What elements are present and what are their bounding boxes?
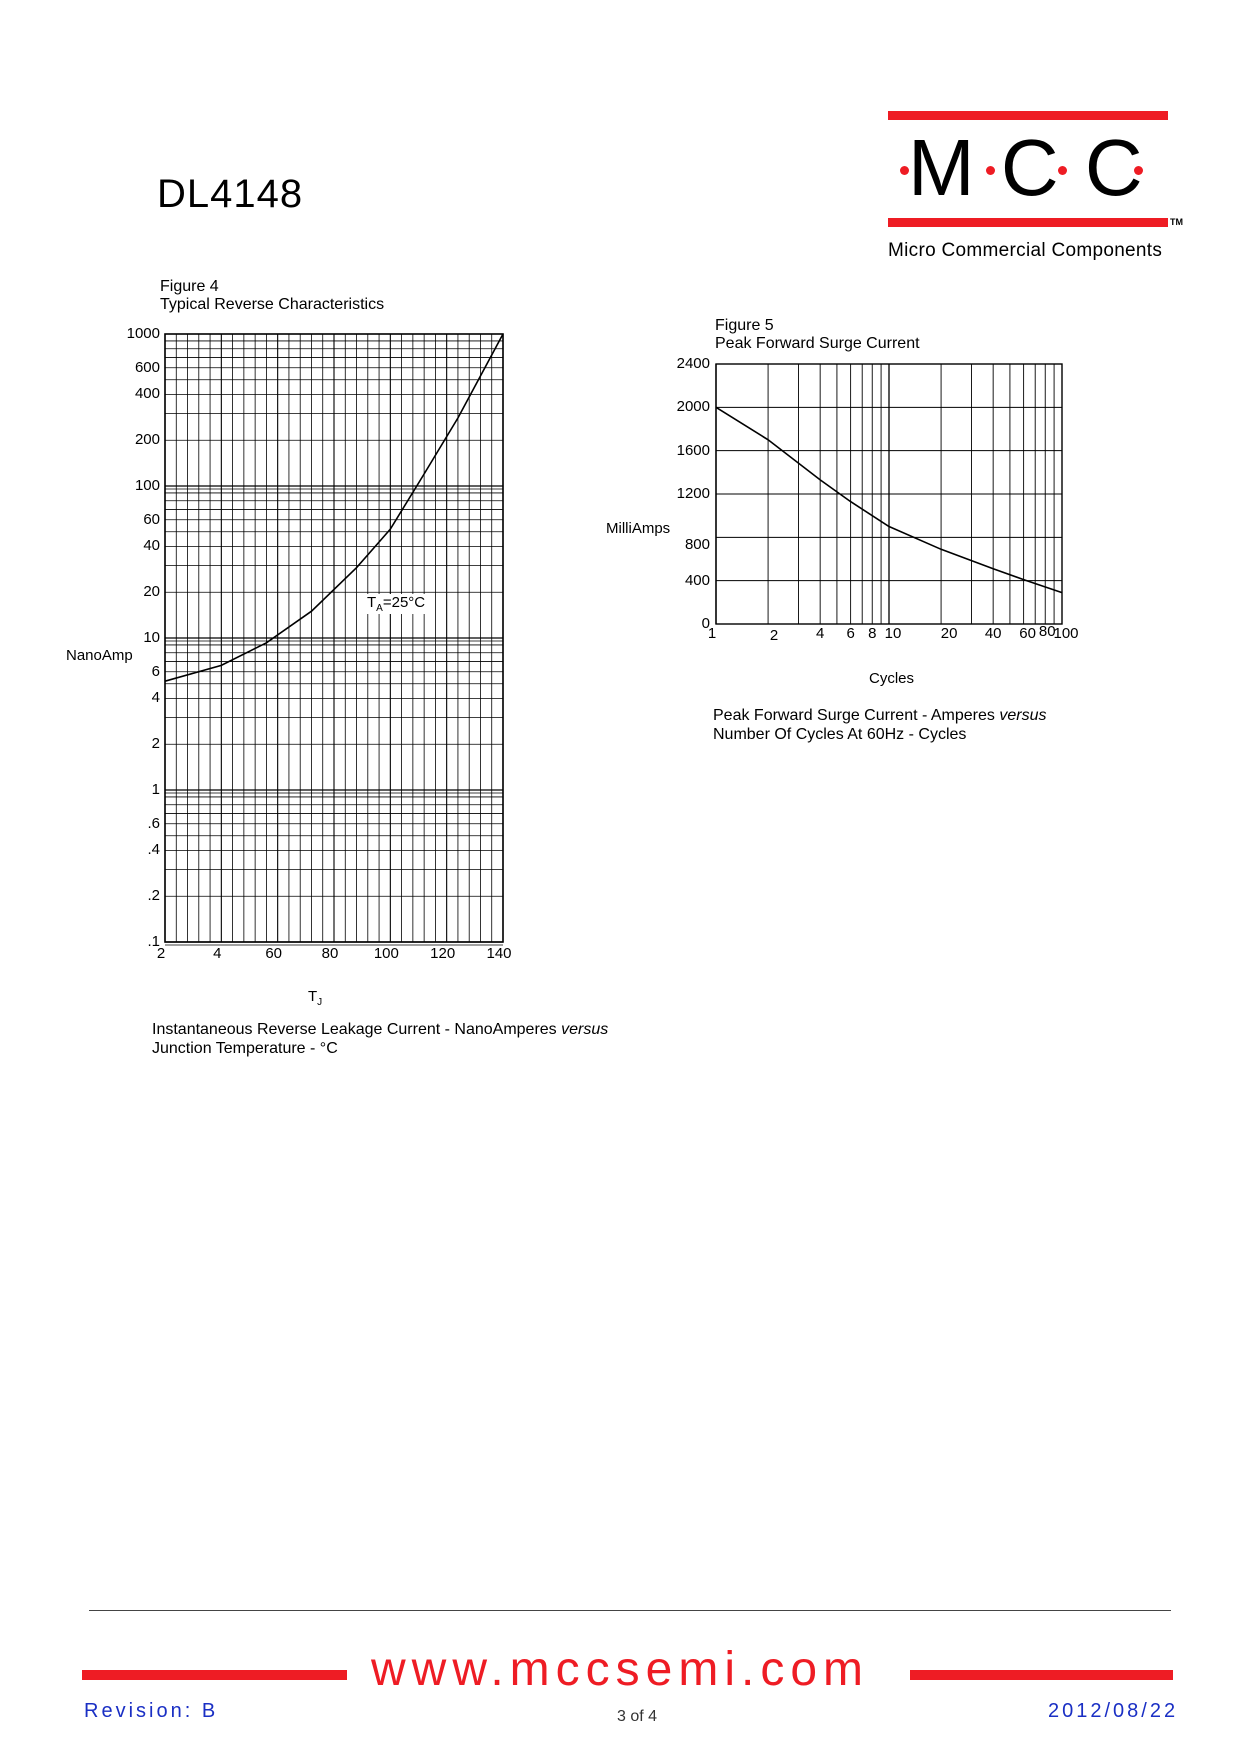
figure5-ytick-label: 0 <box>701 615 710 632</box>
figure4-xlabel-main: T <box>308 988 318 1005</box>
figure4-ytick-label: .4 <box>147 841 160 859</box>
figure4-ytick-label: 100 <box>134 477 160 494</box>
logo-bottom-bar <box>888 218 1168 227</box>
figure5-xlabel: Cycles <box>869 670 915 687</box>
figure4-xtick-label: 4 <box>213 945 222 962</box>
figure4-curve <box>165 334 503 681</box>
figure4-ytick-label: 400 <box>134 385 160 403</box>
figure4-xtick-label: 2 <box>156 945 166 962</box>
figure5-xtick-label: 10 <box>884 625 902 642</box>
figure5-ytick-label: 1200 <box>676 485 710 502</box>
figure4-title: Typical Reverse Characteristics <box>160 296 385 313</box>
figure5-title: Peak Forward Surge Current <box>715 335 920 352</box>
figure4-ytick-label: 60 <box>143 510 160 528</box>
figure5-xtick-label: 4 <box>815 625 825 642</box>
revision: Revision: B <box>84 1700 219 1722</box>
figure5-desc-text: Peak Forward Surge Current - Amperes <box>713 707 1000 724</box>
url-prefix: www. <box>370 1643 510 1696</box>
figure4-ytick-label: 2 <box>151 735 160 753</box>
trademark: TM <box>1170 217 1183 227</box>
figure4-ytick-label: 6 <box>151 662 160 680</box>
figure5-xtick-label: 2 <box>769 627 779 644</box>
figure4-xtick-label: 80 <box>321 945 339 962</box>
figure5-xtick-label: 1 <box>707 625 717 642</box>
company-logo <box>888 120 1173 220</box>
figure4-description <box>152 1020 608 1058</box>
figure5-desc-line2: Number Of Cycles At 60Hz - Cycles <box>713 726 967 743</box>
figure4-ytick-label: .6 <box>147 814 160 832</box>
figure5-xtick-label: 40 <box>984 625 1002 642</box>
figure5-ytick-label: 400 <box>684 571 710 589</box>
url-suffix: .com <box>741 1643 870 1696</box>
date: 2012/08/22 <box>1048 1700 1179 1722</box>
figure4-ytick-label: 200 <box>134 431 160 449</box>
figure5-xtick-label: 100 <box>1053 625 1079 642</box>
figure5-xtick-label: 60 <box>1019 625 1036 642</box>
figure5-ytick-label: 800 <box>684 536 710 554</box>
figure5-curve <box>716 407 1062 592</box>
part-number: DL4148 <box>157 172 304 216</box>
figure5-xtick-label: 80 <box>1038 623 1056 640</box>
figure4-ytick-label: .2 <box>147 887 160 905</box>
figure4-xtick-label: 140 <box>486 945 512 962</box>
figure4-desc-line1 <box>152 1020 608 1039</box>
url-main: mccsemi <box>509 1643 741 1696</box>
figure4-desc-text: Instantaneous Reverse Leakage Current - NanoAmperes <box>152 1021 562 1038</box>
figure4-xtick-label: 100 <box>373 945 399 962</box>
figure5-description <box>713 706 1046 744</box>
figure4-frame <box>165 334 503 942</box>
figure4-caption <box>160 278 384 314</box>
figure4-ytick-label: 20 <box>143 583 160 601</box>
figure4-ytick-label: 4 <box>151 689 160 707</box>
logo-top-bar <box>888 111 1168 120</box>
figure5-ytick-label: 2400 <box>676 355 710 372</box>
figure4-ytick-label: 600 <box>134 358 160 376</box>
annotation-t: T <box>367 594 377 611</box>
figure4-xtick-label: 60 <box>265 945 282 962</box>
figure4-xlabel <box>308 988 322 1008</box>
figure4-ylabel: NanoAmp <box>66 647 133 664</box>
footer-divider <box>89 1610 1171 1611</box>
figure5-ytick-label: 1600 <box>676 441 710 459</box>
logo-letters: M C C <box>908 123 1145 212</box>
figure4-ytick-label: 1 <box>151 781 160 798</box>
figure4-ytick-label: 10 <box>143 629 160 646</box>
page-number: 3 of 4 <box>617 1708 658 1725</box>
figure5-caption <box>715 317 920 353</box>
figure5-xtick-label: 6 <box>846 625 855 642</box>
website-url[interactable] <box>0 1640 1240 1700</box>
figure4-desc-line2: Junction Temperature - °C <box>152 1040 338 1057</box>
figure4-xlabel-sub: J <box>317 997 323 1008</box>
figure5-number: Figure 5 <box>715 317 774 334</box>
figure4-ytick-label: 40 <box>143 537 160 555</box>
figure4-xtick-label: 120 <box>430 945 456 962</box>
figure5-ytick-label: 2000 <box>676 398 710 416</box>
figure4-ytick-label: 1000 <box>126 325 160 342</box>
figure5-desc-line1 <box>713 706 1046 725</box>
figure5-desc-versus: versus <box>999 707 1047 724</box>
figure5-frame <box>716 364 1062 624</box>
annotation-rest: =25°C <box>382 594 426 611</box>
figure5-ylabel: MilliAmps <box>606 520 671 537</box>
figure4-ytick-label: .1 <box>147 933 160 950</box>
annotation-sub: A <box>376 603 383 614</box>
figure5-xtick-label: 20 <box>940 625 958 642</box>
figure4-annotation <box>366 594 426 614</box>
figure4-desc-versus: versus <box>561 1021 609 1038</box>
company-name: Micro Commercial Components <box>888 240 1163 261</box>
figure4-number: Figure 4 <box>160 278 219 295</box>
figure5-xtick-label: 8 <box>868 625 877 642</box>
